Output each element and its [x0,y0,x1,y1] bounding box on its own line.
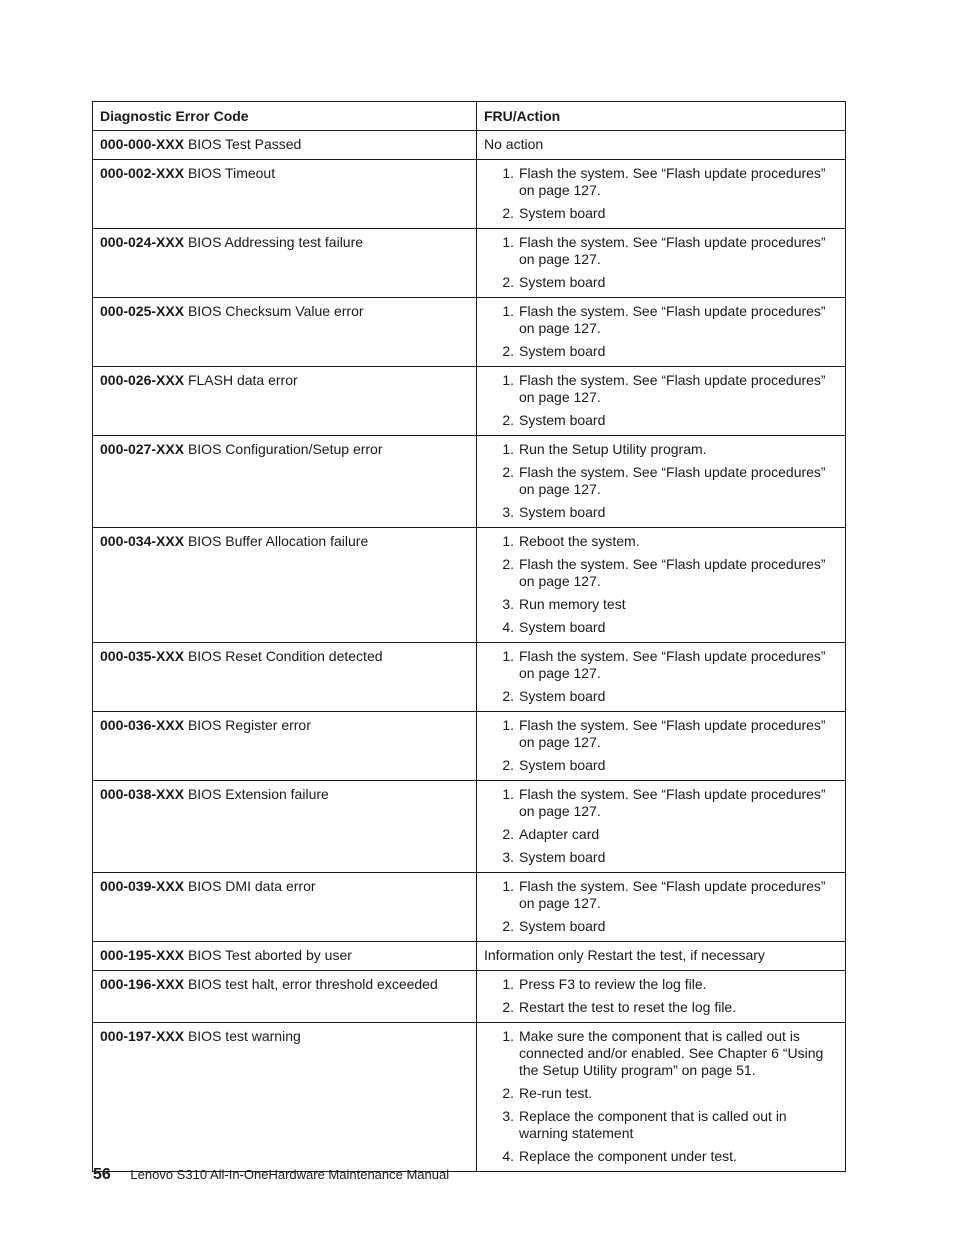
step-number: 1. [502,786,514,802]
step-text: System board [519,619,606,635]
table-row [93,528,846,643]
error-code: 000-038-XXX [100,786,185,802]
fru-action-cell [477,942,846,971]
error-code: 000-000-XXX [100,136,185,152]
step-text: Adapter card [519,826,600,842]
action-step [484,303,838,337]
table-row [93,643,846,712]
diagnostic-error-table [92,101,846,1172]
action-step [484,274,838,291]
error-code: 000-196-XXX [100,976,185,992]
action-steps-list [484,165,838,222]
action-step [484,999,838,1016]
table-row [93,971,846,1023]
step-text: Flash the system. See “Flash update procedures” on page 127. [519,717,826,750]
error-code: 000-034-XXX [100,533,185,549]
step-text: System board [519,918,606,934]
error-code: 000-036-XXX [100,717,185,733]
step-number: 2. [502,999,514,1015]
table-row [93,131,846,160]
action-step [484,441,838,458]
action-step [484,786,838,820]
action-text: No action [484,136,544,152]
step-number: 3. [502,1108,514,1124]
action-step [484,648,838,682]
action-step [484,849,838,866]
fru-action-cell [477,160,846,229]
step-text: System board [519,504,606,520]
fru-action-cell [477,971,846,1023]
error-code-cell [93,873,477,942]
step-text: Re-run test. [519,1085,593,1101]
error-code-cell [93,229,477,298]
step-text: Replace the component that is called out in warning statement [519,1108,787,1141]
table-body [93,131,846,1172]
step-text: Flash the system. See “Flash update procedures” on page 127. [519,464,826,497]
fru-action-cell [477,298,846,367]
step-text: System board [519,205,606,221]
step-text: System board [519,757,606,773]
error-description: BIOS Configuration/Setup error [187,441,383,457]
step-text: Flash the system. See “Flash update procedures” on page 127. [519,786,826,819]
error-code: 000-197-XXX [100,1028,185,1044]
action-step [484,464,838,498]
error-code-cell [93,942,477,971]
action-step [484,205,838,222]
step-text: Restart the test to reset the log file. [519,999,737,1015]
error-code-cell [93,781,477,873]
action-step [484,556,838,590]
action-step [484,1148,838,1165]
action-step [484,1108,838,1142]
page-number: 56 [93,1166,111,1183]
error-code-cell [93,160,477,229]
step-number: 1. [502,441,514,457]
fru-action-cell [477,712,846,781]
column-header-fru-action: FRU/Action [477,102,846,131]
error-code: 000-026-XXX [100,372,185,388]
diagnostic-error-table-container [92,101,845,1172]
action-steps-list [484,648,838,705]
step-number: 4. [502,619,514,635]
action-step [484,234,838,268]
action-step [484,918,838,935]
error-code-cell [93,528,477,643]
error-description: BIOS Register error [187,717,311,733]
step-number: 2. [502,918,514,934]
action-step [484,1085,838,1102]
action-step [484,757,838,774]
fru-action-cell [477,229,846,298]
step-text: Flash the system. See “Flash update procedures” on page 127. [519,556,826,589]
error-code-cell [93,1023,477,1172]
step-number: 2. [502,343,514,359]
step-number: 1. [502,533,514,549]
error-code: 000-025-XXX [100,303,185,319]
action-steps-list [484,976,838,1016]
action-step [484,596,838,613]
table-row [93,367,846,436]
document-title: Lenovo S310 All-In-OneHardware Maintenance Manual [130,1167,450,1182]
action-text: Information only Restart the test, if necessary [484,947,765,963]
error-code-cell [93,131,477,160]
fru-action-cell [477,781,846,873]
table-row [93,298,846,367]
step-text: System board [519,274,606,290]
error-code: 000-002-XXX [100,165,185,181]
action-steps-list [484,717,838,774]
step-number: 2. [502,412,514,428]
error-code-cell [93,971,477,1023]
table-row [93,942,846,971]
step-number: 3. [502,504,514,520]
error-code-cell [93,436,477,528]
action-steps-list [484,234,838,291]
step-text: Flash the system. See “Flash update procedures” on page 127. [519,303,826,336]
step-number: 4. [502,1148,514,1164]
step-number: 1. [502,717,514,733]
action-steps-list [484,372,838,429]
fru-action-cell [477,873,846,942]
step-text: System board [519,343,606,359]
step-number: 1. [502,976,514,992]
fru-action-cell [477,528,846,643]
step-number: 2. [502,688,514,704]
action-steps-list [484,303,838,360]
step-number: 2. [502,464,514,480]
fru-action-cell [477,643,846,712]
table-header-row [93,102,846,131]
step-text: Replace the component under test. [519,1148,737,1164]
error-description: BIOS Addressing test failure [187,234,364,250]
page-footer [93,1166,449,1184]
action-steps-list [484,786,838,866]
action-steps-list [484,533,838,636]
table-row [93,436,846,528]
step-text: Press F3 to review the log file. [519,976,707,992]
error-code-cell [93,367,477,436]
action-step [484,372,838,406]
step-number: 2. [502,205,514,221]
step-number: 1. [502,648,514,664]
action-steps-list [484,878,838,935]
action-step [484,1028,838,1079]
error-description: BIOS test warning [187,1028,301,1044]
step-number: 2. [502,556,514,572]
step-text: Run the Setup Utility program. [519,441,707,457]
action-step [484,717,838,751]
fru-action-cell [477,1023,846,1172]
action-step [484,688,838,705]
error-code: 000-195-XXX [100,947,185,963]
step-text: System board [519,849,606,865]
step-number: 2. [502,826,514,842]
step-text: System board [519,412,606,428]
error-code-cell [93,643,477,712]
step-number: 1. [502,303,514,319]
step-number: 2. [502,757,514,773]
action-step [484,533,838,550]
step-text: System board [519,688,606,704]
action-step [484,619,838,636]
table-row [93,712,846,781]
action-step [484,504,838,521]
step-number: 3. [502,849,514,865]
error-description: BIOS test halt, error threshold exceeded [187,976,438,992]
error-description: BIOS Test Passed [187,136,302,152]
step-number: 1. [502,878,514,894]
error-code: 000-027-XXX [100,441,185,457]
step-text: Run memory test [519,596,626,612]
fru-action-cell [477,131,846,160]
error-code: 000-024-XXX [100,234,185,250]
step-number: 1. [502,165,514,181]
step-text: Flash the system. See “Flash update procedures” on page 127. [519,234,826,267]
step-text: Flash the system. See “Flash update procedures” on page 127. [519,165,826,198]
action-step [484,878,838,912]
step-number: 1. [502,1028,514,1044]
action-step [484,826,838,843]
step-text: Reboot the system. [519,533,640,549]
error-description: BIOS Extension failure [187,786,329,802]
action-steps-list [484,441,838,521]
step-number: 3. [502,596,514,612]
step-number: 2. [502,274,514,290]
step-text: Flash the system. See “Flash update procedures” on page 127. [519,648,826,681]
table-row [93,160,846,229]
table-row [93,1023,846,1172]
step-text: Flash the system. See “Flash update procedures” on page 127. [519,878,826,911]
action-step [484,343,838,360]
column-header-error-code: Diagnostic Error Code [93,102,477,131]
error-description: BIOS Checksum Value error [187,303,364,319]
table-row [93,781,846,873]
action-step [484,165,838,199]
step-number: 2. [502,1085,514,1101]
error-description: BIOS Test aborted by user [187,947,352,963]
fru-action-cell [477,367,846,436]
error-description: BIOS DMI data error [187,878,316,894]
step-text: Make sure the component that is called out is connected and/or enabled. See Chapter 6 “Using the Setup Utility program” on page 51. [519,1028,824,1078]
action-step [484,976,838,993]
error-description: FLASH data error [187,372,298,388]
step-number: 1. [502,372,514,388]
step-number: 1. [502,234,514,250]
error-code-cell [93,298,477,367]
error-description: BIOS Timeout [187,165,276,181]
table-row [93,229,846,298]
error-description: BIOS Reset Condition detected [187,648,383,664]
table-row [93,873,846,942]
fru-action-cell [477,436,846,528]
action-step [484,412,838,429]
error-description: BIOS Buffer Allocation failure [187,533,369,549]
action-steps-list [484,1028,838,1165]
error-code: 000-039-XXX [100,878,185,894]
error-code: 000-035-XXX [100,648,185,664]
error-code-cell [93,712,477,781]
step-text: Flash the system. See “Flash update procedures” on page 127. [519,372,826,405]
